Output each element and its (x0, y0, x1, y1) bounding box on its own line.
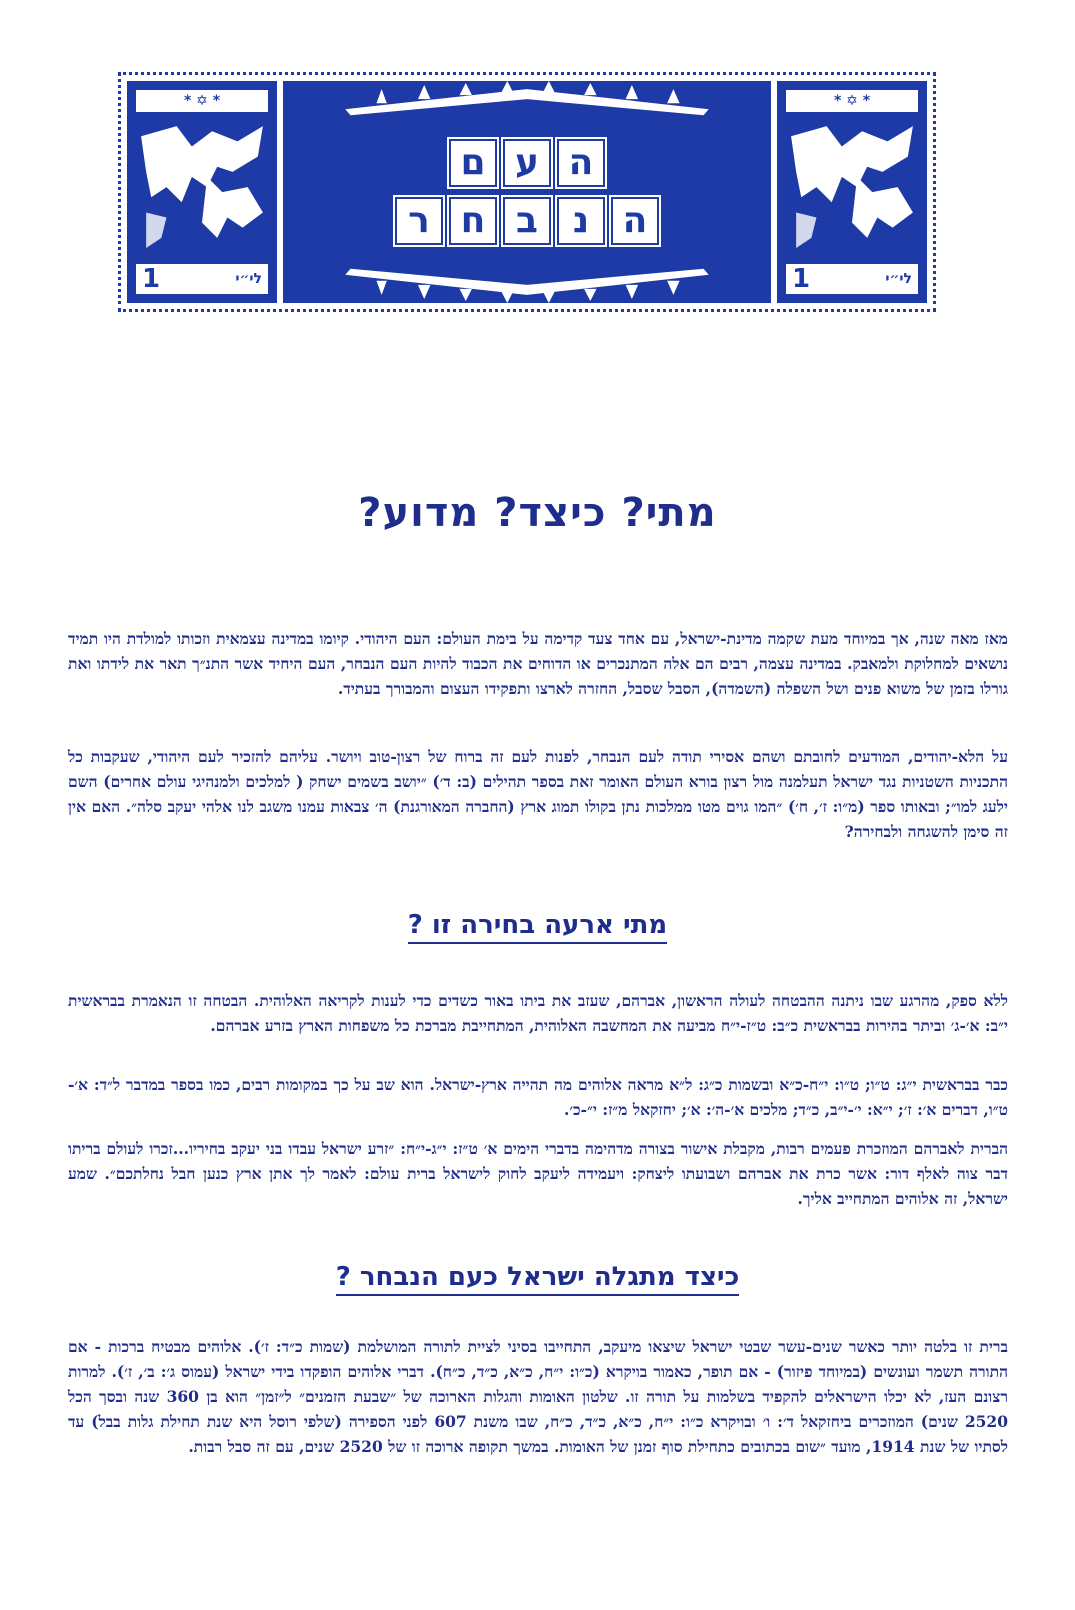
title-letter: ע (503, 139, 551, 187)
banner-title-line-2 (395, 197, 659, 245)
title-letter: ם (449, 139, 497, 187)
banner-inner (127, 81, 927, 303)
stamp-number: 1 (142, 264, 161, 294)
banner-title (395, 139, 659, 245)
stamp-label: לי״י (885, 271, 912, 287)
banner-title-line-1 (449, 139, 605, 187)
stamp-bottom-strip (136, 264, 268, 294)
stamp-right (777, 81, 927, 303)
title-letter: ב (503, 197, 551, 245)
section-heading-text: כיצד מתגלה ישראל כעם הנבחר ? (336, 1262, 740, 1296)
title-letter: ה (611, 197, 659, 245)
paragraph-intro-1: מאז מאה שנה, אך במיוחד מעת שקמה מדינת-ישראל, עם אחד צעד קדימה על בימת העולם: העם היהודי. קיומו במדינה עצמאית וזכותו למולדת היו תמיד נושאים למחלוקת ולמאבק. במדינה עצמה, רבים הם אלה המתנכרים או הדוחים את הכבוד להיות העם הנבחר, העם היחיד אשר התנ״ך תאר את לידתו ואת גורלו בזמן של משוא פנים ושל השפלה (השמדה), הסבל שסבל, החזרה לארצו ותפקידו העצום והמבורך בעתיד. (68, 629, 1008, 698)
title-letter: ח (449, 197, 497, 245)
section-heading-when (0, 910, 1075, 940)
stamp-number: 1 (792, 264, 811, 294)
stamp-top-strip: * ✡ * (786, 90, 918, 112)
title-letter: ה (557, 139, 605, 187)
paragraph-intro-2: על הלא-יהודים, המודעים לחובתם ושהם אסירי תודה לעם הנבחר, לפנות לעם זה ברוח של רצון-טוב ויושר. עליהם להזכיר לעם היהודי, שעקבות כל התכניות השטניות נגד ישראל תעלמנה מול רצון בורא העולם האומר זאת בספר תהילים (ב: ד׳) ״יושב בשמים ישחק ( למלכים ולמנהיגי עולם אחרים) השם ילעג למו״; ובאותו ספר (מ״ו: ז׳, ח׳) ״המו גוים מטו ממלכות נתן בקולו תמוג ארץ (החברה המאורגנת) ה׳ צבאות עמנו משגב לנו אלהי יעקב סלה״. האם אין זה סימן להשגחה ולבחירה? (68, 747, 1008, 841)
stamp-left (127, 81, 277, 303)
banner (118, 72, 936, 312)
paragraph-how-1: ברית זו בלטה יותר כאשר שנים-עשר שבטי ישראל שיצאו מיעקב, התחייבו בסיני לציית לתורה המושלמת (שמות כ״ד: ז׳). אלוהים מבטיח ברכות - אם התורה תשמר ועונשים (במיוחד פיזור) - אם תופר, כאמור בויקרא (כ״ו: י״ח, כ״א, כ״ד, כ״ח). דברי אלוהים הופקדו בידי ישראל (עמוס ג׳: ב׳, ז׳). למרות רצונם העז, לא יכלו הישראלים להקפיד בשלמות על תורה זו. שלטון האומות והגלות הארוכה של ״שבעת הזמנים״ ל״זמן״ הוא בן 360 שנה ובסך הכל 2520 שנים) המוזכרים ביחזקאל ד׳: ו׳ ובויקרא כ״ו: י״ח, כ״א, כ״ד, כ״ח, שבו משנת 607 לפני הספירה (שלפי רוסל היא שנת תחילת גלות בבל) עד לסתיו של שנת 1914, מועד ״שום בכתובים כתחילת סוף זמנן של האומות. במשך תקופה ארוכה זו של 2520 שנים, עם זה סבל רבות. (68, 1337, 1008, 1456)
stamp-bottom-strip (786, 264, 918, 294)
stamp-label: לי״י (235, 271, 262, 287)
title-letter: ר (395, 197, 443, 245)
title-letter: נ (557, 197, 605, 245)
dove-icon (136, 116, 268, 258)
stamp-top-strip: * ✡ * (136, 90, 268, 112)
banner-title-panel (283, 81, 771, 303)
dove-icon (786, 116, 918, 258)
section-heading-how (0, 1262, 1075, 1292)
section-heading-text: מתי ארעה בחירה זו ? (408, 910, 668, 944)
paragraph-when-2: כבר בבראשית י״ג: ט״ו; ט״ו: י״ח-כ״א ובשמות כ״ג: ל״א מראה אלוהים מה תהייה ארץ-ישראל. הוא שב על כך במקומות רבים, כמו בספר במדבר ל״ד: א׳-ט״ו, דברים א׳: ז׳; י״א: י׳-י״ב, כ״ד; מלכים א׳-ה׳: א׳; יחזקאל מ״ז: י״-כ׳. (68, 1075, 1008, 1119)
paragraph-when-1: ללא ספק, מהרגע שבו ניתנה ההבטחה לעולה הראשון, אברהם, שעזב את ביתו באור כשדים כדי לענות לקריאה האלוהית. הבטחה זו הנאמרת בבראשית י״ב: א׳-ג׳ וביתר בהירות בבראשית כ״ב: ט״ז-י״ח מביעה את המחשבה האלוהית, המתחייבת מברכת כל משפחות הארץ בזרע אברהם. (68, 991, 1008, 1035)
page-title: מתי? כיצד? מדוע? (358, 490, 717, 536)
paragraph-when-3: הברית לאברהם המוזכרת פעמים רבות, מקבלת אישור בצורה מדהימה בדברי הימים א׳ ט״ז: י״ג-י״ח: ״זרע ישראל עבדו בני יעקב בחיריו...זכרו לעולם בריתו דבר צוה לאלף דור: אשר כרת את אברהם ושבועתו ליצחק: ויעמידה ליעקב לחוק לישראל ברית עולם: לאמר לך אתן ארץ כנען חבל נחלתכם״. שמע ישראל, זה אלוהים המתחייב אליך. (68, 1139, 1008, 1208)
